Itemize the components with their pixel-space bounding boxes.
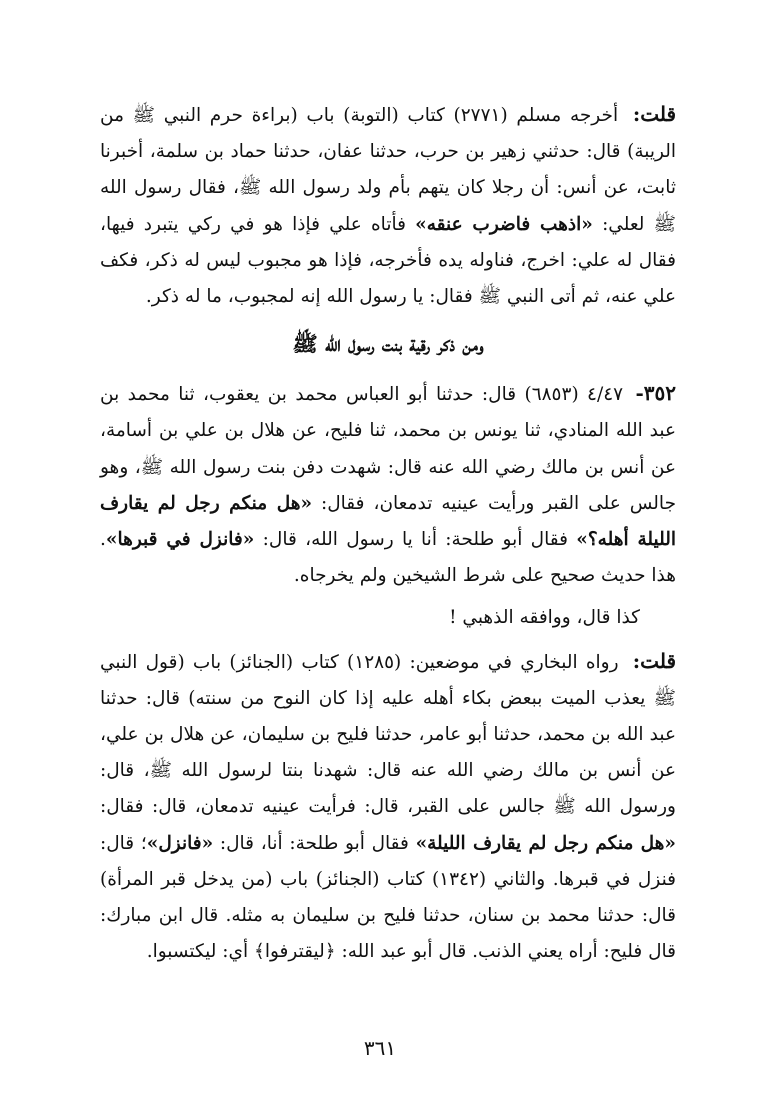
note-label: قلت: <box>632 102 677 126</box>
note-text-final: ؛ قال: فنزل في قبرها. والثاني (١٣٤٢) كتاب (الجنائز) باب (من يدخل قبر المرأة) قال: حدثنا محمد بن سنان، حدثنا فليح بن سليمان به مثله. قال ابن مبارك: قال فليح: أراه يعني الذنب. قال أبو عبد الله: ﴿ليقترفوا﴾ أي: ليكتسبوا. <box>100 832 676 963</box>
page-body <box>100 96 676 970</box>
paragraph-second-note <box>100 643 676 971</box>
section-heading: ومن ذكر رقية بنت رسول الله ﷺ <box>292 331 484 357</box>
prophetic-quote: «فانزل» <box>146 832 214 854</box>
page-number: ٣٦١ <box>363 1036 397 1060</box>
prophetic-quote: «هل منكم رجل لم يقارف الليلة أهله؟» <box>100 492 676 551</box>
paragraph-first-note <box>100 96 676 315</box>
paragraph-dhahabi: كذا قال، ووافقه الذهبي ! <box>449 607 640 629</box>
paragraph-hadith <box>100 375 676 594</box>
hadith-grading: . هذا حديث صحيح على شرط الشيخين ولم يخرجاه. <box>100 529 676 587</box>
hadith-number: ٣٥٢- <box>635 381 676 406</box>
note-text: أخرجه مسلم (٢٧٧١) كتاب (التوبة) باب (براءة حرم النبي ﷺ من الريبة) قال: حدثني زهير بن حرب، حدثنا عفان، حدثنا حماد بن سلمة، أخبرنا ثابت، عن أنس: أن رجلا كان يتهم بأم ولد رسول الله ﷺ، فقال رسول الله ﷺ لعلي: <box>100 105 676 235</box>
prophetic-quote: «اذهب فاضرب عنقه» <box>415 213 593 235</box>
hadith-text: ٤/٤٧ (٦٨٥٣) قال: حدثنا أبو العباس محمد بن يعقوب، ثنا محمد بن عبد الله المنادي، ثنا يونس بن محمد، ثنا فليح، عن هلال بن علي بن أسامة، عن أنس بن مالك رضي الله عنه قال: شهدت دفن بنت رسول الله ﷺ، وهو جالس على القبر ورأيت عينيه تدمعان، فقال: <box>100 384 676 514</box>
prophetic-quote: «هل منكم رجل لم يقارف الليلة» <box>415 832 676 854</box>
note-text-continued: فقال أبو طلحة: أنا، قال: <box>219 832 409 854</box>
hadith-text-continued: فقال أبو طلحة: أنا يا رسول الله، قال: <box>262 529 568 551</box>
note-label: قلت: <box>632 648 676 673</box>
prophetic-quote: «فانزل في قبرها» <box>105 529 255 551</box>
note-text: رواه البخاري في موضعين: (١٢٨٥) كتاب (الجنائز) باب (قول النبي ﷺ يعذب الميت ببعض بكاء أهله عليه إذا كان النوح من سنته) قال: حدثنا عبد الله بن محمد، حدثنا أبو عامر، حدثنا فليح بن سليمان، عن هلال بن علي، عن أنس بن مالك رضي الله عنه قال: شهدنا بنتا لرسول الله ﷺ، قال: ورسول الله ﷺ جالس على القبر، قال: فرأيت عينيه تدمعان، قال: فقال: <box>100 651 676 818</box>
note-text-continued: فأتاه علي فإذا هو في ركي يتبرد فيها، فقال له علي: اخرج، فناوله يده فأخرجه، فإذا هو مجبوب ليس له ذكر، فكف علي عنه، ثم أتى النبي ﷺ فقال: يا رسول الله إنه لمجبوب، ما له ذكر. <box>100 213 676 308</box>
